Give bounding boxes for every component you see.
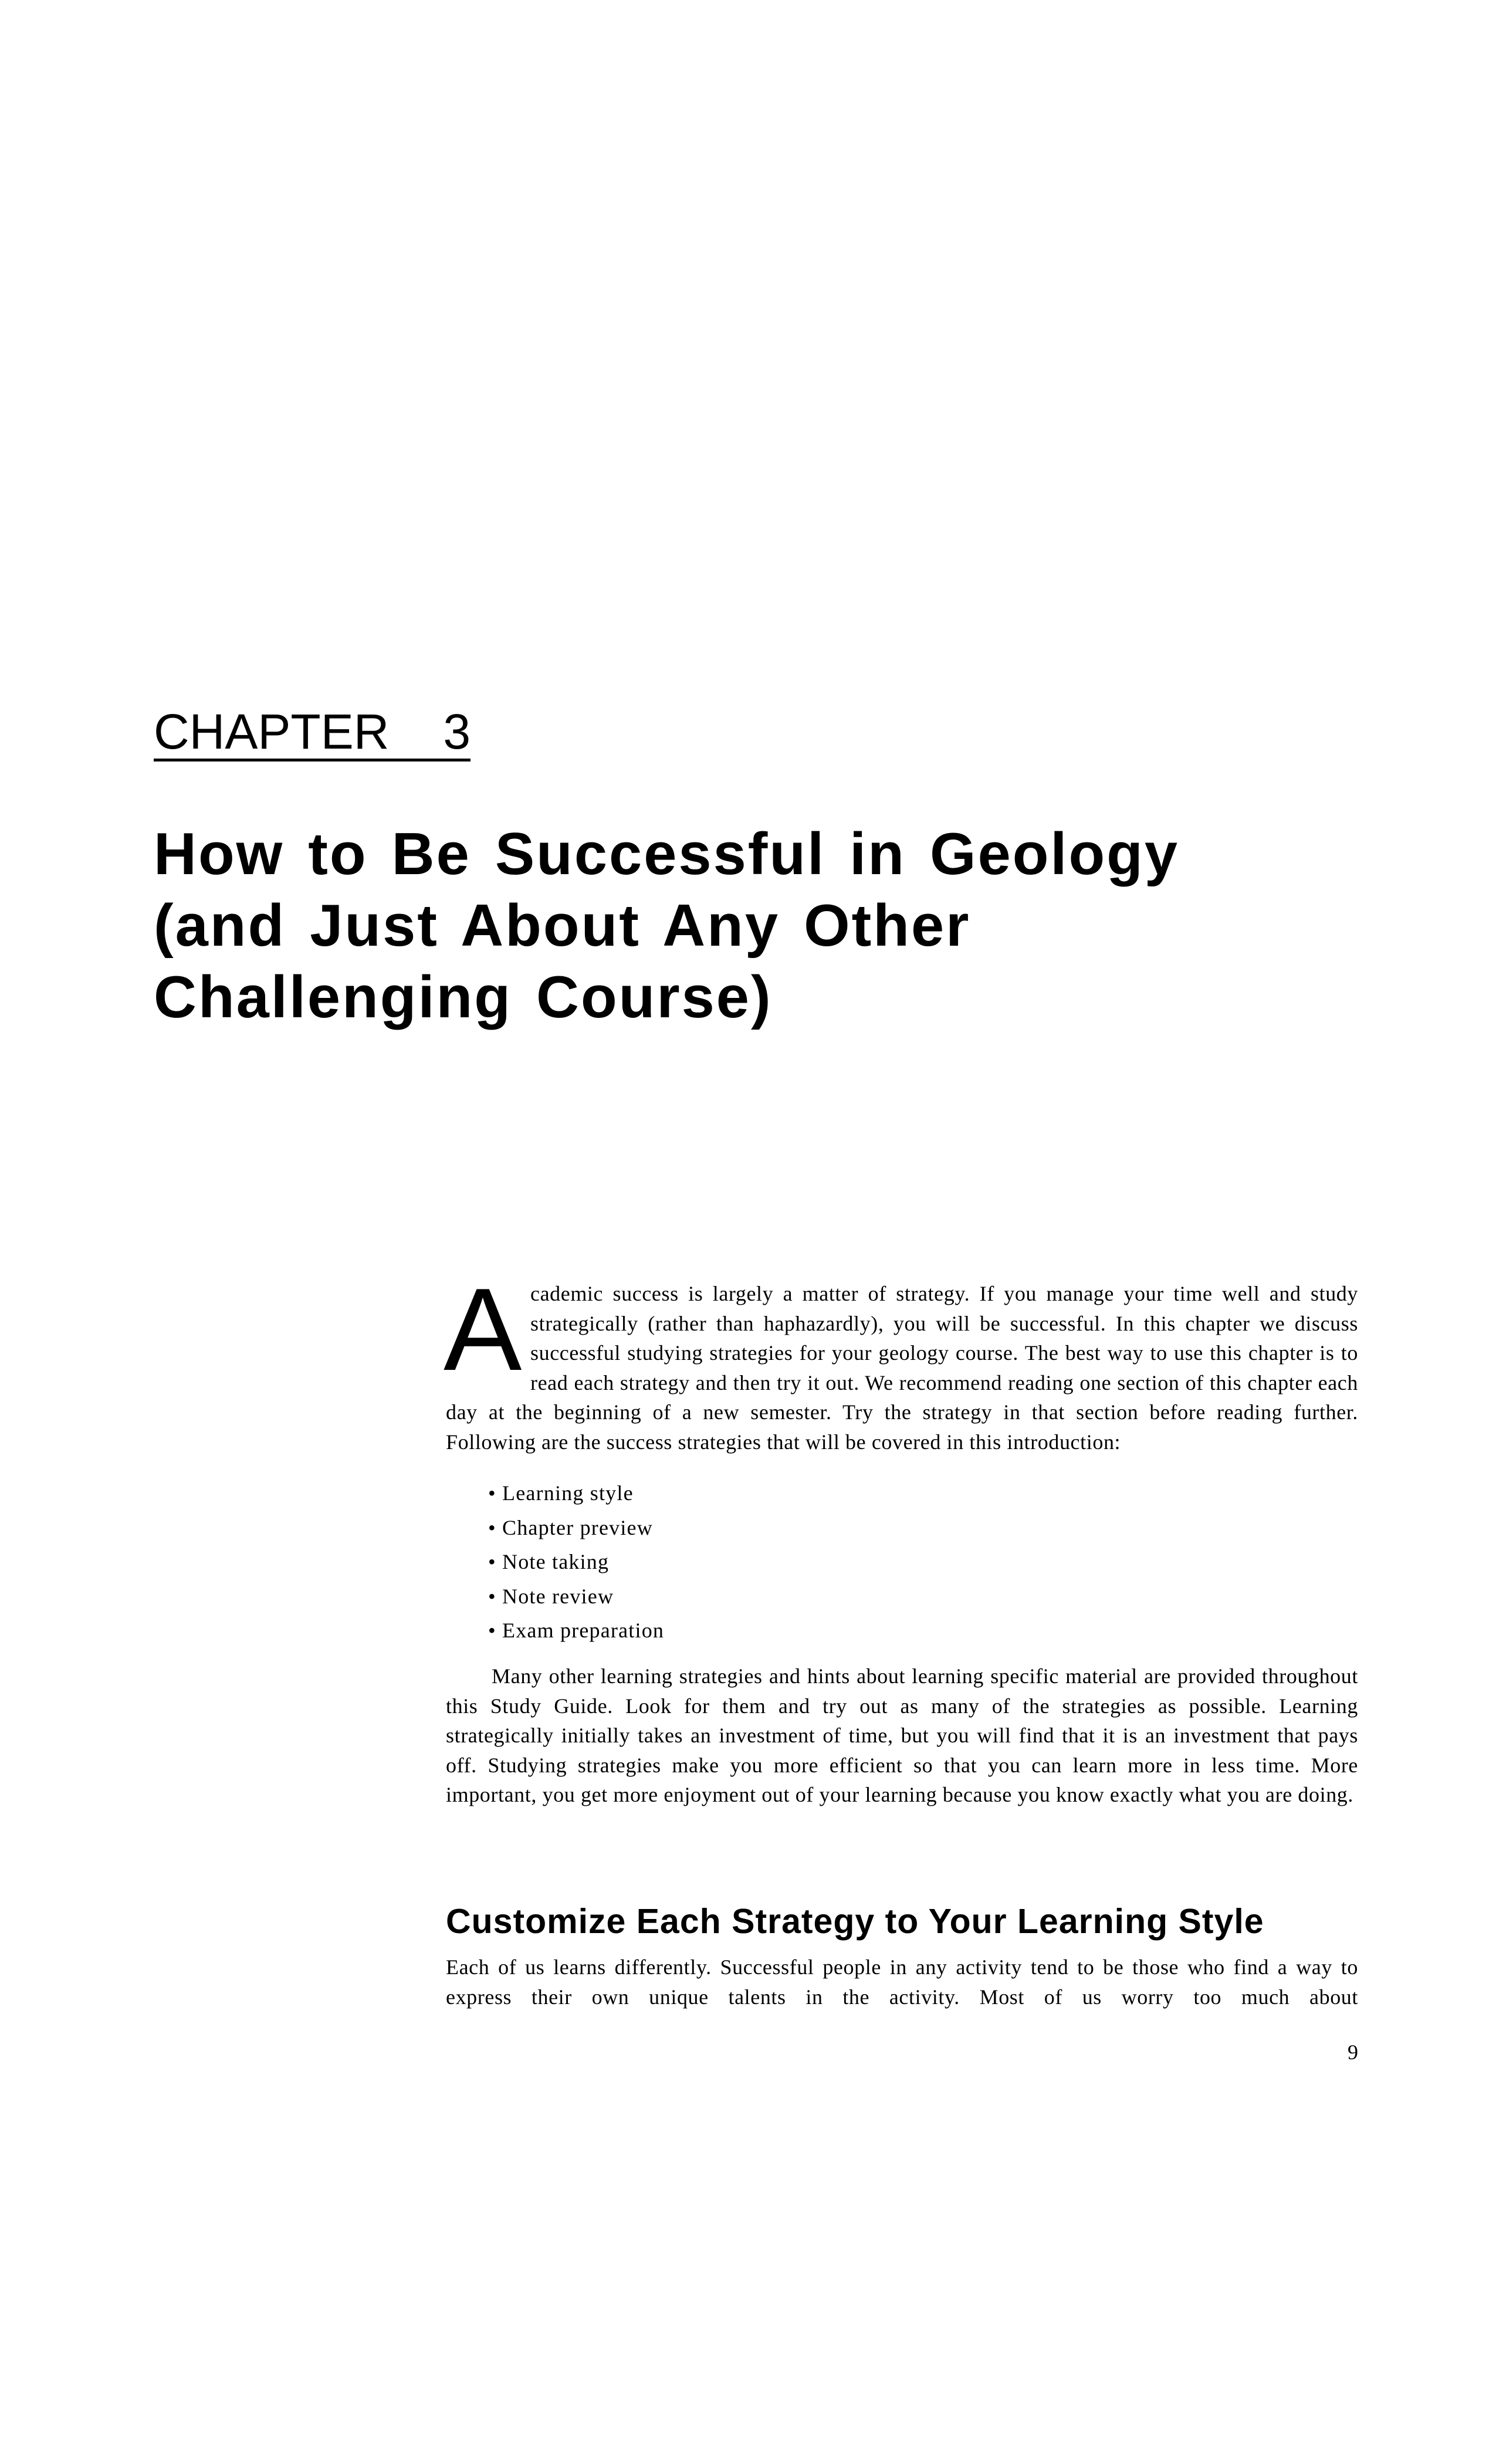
section-heading: Customize Each Strategy to Your Learning Style xyxy=(446,1902,1264,1941)
chapter-title-line-3: Challenging Course) xyxy=(154,964,773,1030)
list-item: • Learning style xyxy=(488,1478,664,1513)
body-paragraph-2: Many other learning strategies and hints about learning specific material are provided throughout this Study Guide. Look for them and try out as many of the strategies as possible. Learning strategically initially takes an investment of time, but you will find that it is an investment that pays off. Studying strategies make you more efficient so that you can learn more in less time. More important, you get more enjoyment out of your learning because you know exactly what you are doing. xyxy=(446,1664,1358,1806)
chapter-title-line-1: How to Be Successful in Geology xyxy=(154,821,1180,887)
strategy-list xyxy=(488,1478,664,1650)
section-paragraph: Each of us learns differently. Successful people in any activity tend to be those who find a way to express their own unique talents in the activity. Most of us worry too much about xyxy=(446,1955,1358,2009)
chapter-number: 3 xyxy=(443,704,471,759)
intro-text: cademic success is largely a matter of strategy. If you manage your time well and study strategically (rather than haphazardly), you will be successful. In this chapter we discuss successful studying strategies for your geology course. The best way to use this chapter is to read each strategy and then try it out. We recommend reading one section of this chapter each day at the beginning of a new semester. Try the strategy in that section before reading further. Following are the success strategies that will be covered in this introduction: xyxy=(446,1282,1358,1454)
chapter-label xyxy=(154,704,471,761)
chapter-title xyxy=(154,818,1268,1033)
list-item: • Exam preparation xyxy=(488,1616,664,1650)
page-number: 9 xyxy=(1348,2040,1358,2064)
list-item: • Chapter preview xyxy=(488,1513,664,1548)
list-item: • Note taking xyxy=(488,1547,664,1582)
chapter-label-word: CHAPTER xyxy=(154,704,390,759)
drop-cap: A xyxy=(444,1264,522,1395)
chapter-title-line-2: (and Just About Any Other xyxy=(154,893,971,959)
list-item: • Note review xyxy=(488,1582,664,1616)
intro-paragraph xyxy=(444,1264,1358,1457)
